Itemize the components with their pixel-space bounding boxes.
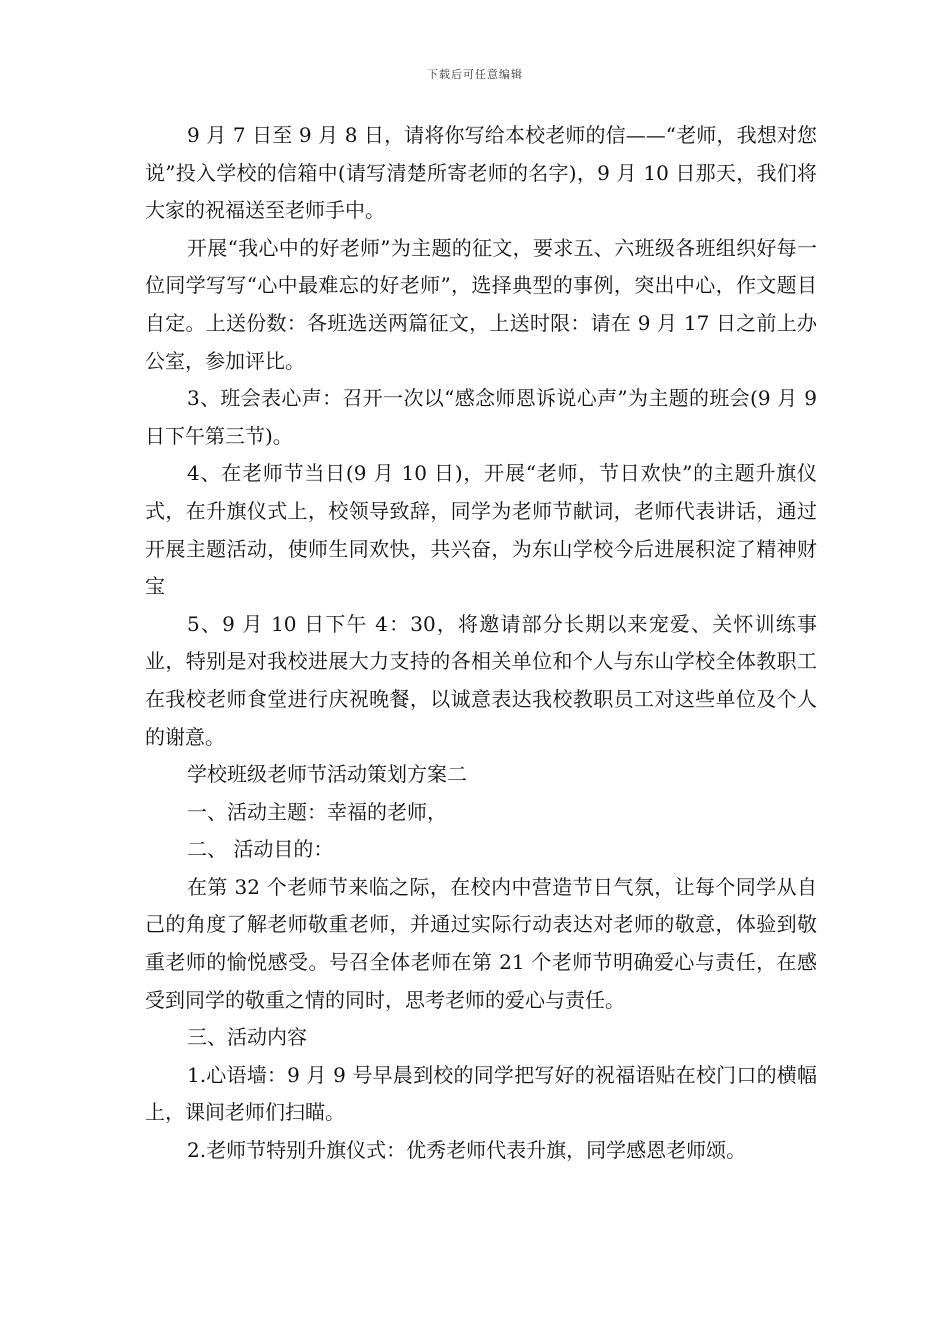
paragraph-essay-contest: 开展“我心中的好老师”为主题的征文，要求五、六班级各班组织好每一位同学写写“心中最难忘的好老师”，选择典型的事例，突出中心，作文题目自定。上送份数：各班选送两篇征文，上送时限：请在 9 月 17 日之前上办公室，参加评比。 [145, 235, 817, 373]
paragraph-letter-to-teacher: 9 月 7 日至 9 月 8 日，请将你写给本校老师的信——“老师，我想对您说”投入学校的信箱中(请写清楚所寄老师的名字)，9 月 10 日那天，我们将大家的祝福送至老师手中。 [145, 123, 817, 223]
paragraph-class-meeting: 3、班会表心声：召开一次以“感念师恩诉说心声”为主题的班会(9 月 9 日下午第三节)。 [145, 386, 817, 448]
paragraph-heart-wall: 1.心语墙：9 月 9 号早晨到校的同学把写好的祝福语贴在校门口的横幅上，课间老师们扫瞄。 [145, 1062, 817, 1125]
section-title-plan-two: 学校班级老师节活动策划方案二 [187, 762, 467, 787]
page-header-note: 下载后可任意编辑 [427, 68, 523, 81]
paragraph-celebration-dinner: 5、9 月 10 日下午 4：30，将邀请部分长期以来宠爱、关怀训练事业，特别是对我校进展大力支持的各相关单位和个人与东山学校全体教职工在我校老师食堂进行庆祝晚餐，以诚意表达我校教职员工对这些单位及个人的谢意。 [145, 611, 817, 749]
paragraph-purpose-detail: 在第 32 个老师节来临之际，在校内中营造节日气氛，让每个同学从自己的角度了解老师敬重老师，并通过实际行动表达对老师的敬意，体验到敬重老师的愉悦感受。号召全体老师在第 21 个老师节明确爱心与责任，在感受到同学的敬重之情的同时，思考老师的爱心与责任。 [145, 874, 817, 1012]
document-body [145, 117, 817, 1170]
paragraph-flag-ceremony: 4、在老师节当日(9 月 10 日)，开展“老师，节日欢快”的主题升旗仪式，在升旗仪式上，校领导致辞，同学为老师节献词，老师代表讲话，通过开展主题活动，使师生同欢快，共兴奋，为东山学校今后进展积淀了精神财宝 [145, 461, 817, 599]
heading-activity-purpose: 二、 活动目的： [187, 837, 334, 862]
heading-activity-theme: 一、活动主题：幸福的老师， [187, 799, 447, 824]
paragraph-special-flag-ceremony: 2.老师节特别升旗仪式：优秀老师代表升旗，同学感恩老师颂。 [187, 1138, 747, 1163]
heading-activity-content: 三、活动内容 [187, 1025, 307, 1050]
